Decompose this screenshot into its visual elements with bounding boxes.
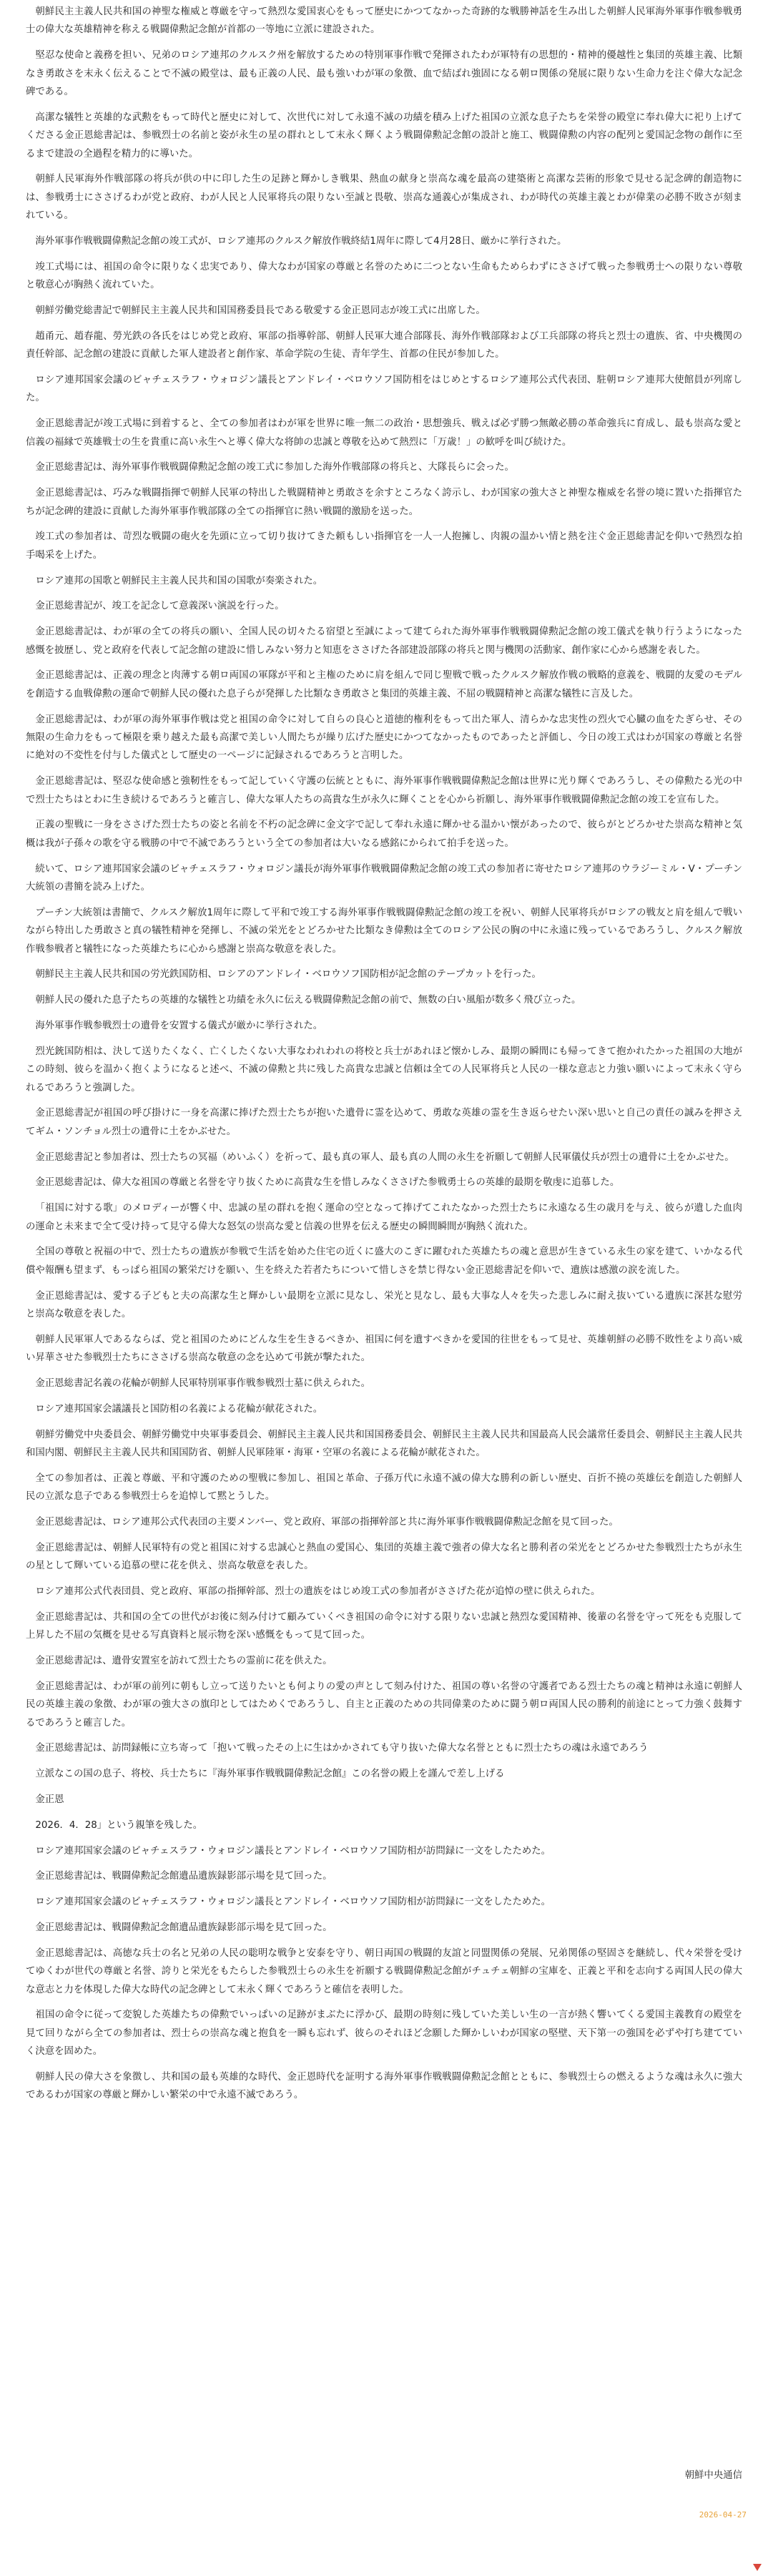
article-paragraph-1: 朝鮮民主主義人民共和国の神聖な権威と尊厳を守って熱烈な愛国衷心をもって歴史にかつてなかった奇跡的な戦勝神話を生み出した朝鮮人民軍海外軍事作戦参戦勇士の偉大な英雄精神を称える戦闘偉勲記念館が首都の一等地に立派に建設された。 (26, 6, 742, 36)
article-paragraph-41: 金正恩総書記は、共和国の全ての世代がお後に刻み付けて顧みていくべき祖国の命令に対する限りない忠誠と熱烈な愛国精神、後輩の名誉を守って死をも克服して上昇した不屈の気概を見せる写真資料と展示物を深い感慨をもって見て回った。 (26, 1611, 742, 1641)
article-paragraph-54: 朝鮮人民の偉大さを象徴し、共和国の最も英雄的な時代、金正恩時代を証明する海外軍事作戦戦闘偉勲記念館とともに、参戦烈士らの燃えるような魂は永久に強大であるわが国家の尊厳と輝かしい繁栄の中で永遠不滅であろう。 (26, 2072, 742, 2101)
article-paragraph-20: 正義の聖戦に一身をささげた烈士たちの姿と名前を不朽の記念碑に金文字で記して奉れ永遠に輝かせる温かい懐があったので、彼らがとどろかせた崇高な精神と気概は我が子孫々の歌を守る戦勝の中で不滅であろうという全ての参加者は大いなる感銘にかられて拍手を送った。 (26, 820, 742, 849)
article-paragraph-11: 金正恩総書記は、海外軍事作戦戦闘偉勲記念館の竣工式に参加した海外作戦部隊の将兵と、大隊長らに会った。 (35, 462, 514, 473)
article-paragraph-38: 金正恩総書記は、ロシア連邦公式代表団の主要メンバー、党と政府、軍部の指揮幹部と共に海外軍事作戦戦闘偉勲記念館を見て回った。 (35, 1517, 619, 1528)
article-paragraph-10: 金正恩総書記が竣工式場に到着すると、全ての参加者はわが軍を世界に唯一無二の政治・思想強兵、戦えば必ず勝つ無敵必勝の革命強兵に育成し、最も崇高な愛と信義の福縁で英雄戦士の生を貴重に高い永生へと導く偉大な将帥の忠誠と尊敬を込めて熱烈に「万歳！」の歓呼を叫び続けた。 (26, 418, 742, 448)
article-paragraph-29: 金正恩総書記は、偉大な祖国の尊厳と名誉を守り抜くために高貴な生を惜しみなくささげた参戦勇士らの英雄的最期を敬虔に追慕した。 (35, 1177, 620, 1189)
article-paragraph-37: 全ての参加者は、正義と尊厳、平和守護のための聖戦に参加し、祖国と革命、子孫万代に永遠不滅の偉大な勝利の新しい歴史、百折不撓の英雄伝を創造した朝鮮人民の立派な息子である参戦烈士らを追悼して黙とうした。 (26, 1473, 742, 1503)
article-paragraph-26: 烈光銃国防相は、決して送りたくなく、亡くしたくない大事なわれわれの将校と兵士があれほど懐かしみ、最期の瞬間にも帰ってきて抱かれたかった祖国の大地がこの時刻、彼らを温かく抱くようになると述べ、不滅の偉勲と共に残した高貴な忠誠と信頼は全ての人民軍将兵と人民の一様な意志と力強い願いによって末永く守られるであろうと強調した。 (26, 1046, 742, 1093)
article-paragraph-28: 金正恩総書記と参加者は、烈士たちの冥福（めいふく）を祈って、最も真の軍人、最も真の人間の永生を祈願して朝鮮人民軍儀仗兵が烈士の遺骨に土をかぶせた。 (35, 1151, 734, 1163)
article-paragraph-7: 朝鮮労働党総書記で朝鮮民主主義人民共和国国務委員長である敬愛する金正恩同志が竣工式に出席した。 (35, 305, 486, 317)
article-paragraph-12: 金正恩総書記は、巧みな戦闘指揮で朝鮮人民軍の特出した戦闘精神と勇敢さを余すところなく誇示し、わが国家の強大さと神聖な権威を名誉の境に置いた指揮官たちが記念碑的建設に貢献した海外軍事作戦部隊の全ての指揮官に熱い戦闘的激励を送った。 (26, 488, 742, 517)
article-paragraph-43: 金正恩総書記は、わが軍の前列に朝もし立って送りたいとも何よりの愛の声として刻み付けた、祖国の尊い名誉の守護者である烈士たちの魂と精神は永遠に朝鮮人民の英雄主義の象徴、わが軍の強大さの旗印としてはためくであろうし、自主と正義のための共同偉業のために闘う朝ロ両国人民の勝利的前途にとって力強く鼓舞するであろうと確言した。 (26, 1681, 742, 1729)
article-paragraph-16: 金正恩総書記は、わが軍の全ての将兵の願い、全国人民の切々たる宿望と至誠によって建てられた海外軍事作戦戦闘偉勲記念館の竣工儀式を執り行うようになった感慨を披歴し、党と政府を代表して記念館の建設に惜しみない努力と知恵をささげた各部建設部隊の将兵と関与機関の活動家、創作家に心から感謝を表した。 (26, 626, 742, 656)
pin-icon[interactable] (752, 2563, 762, 2572)
article-paragraph-19: 金正恩総書記は、堅忍な使命感と強靭性をもって記していく守護の伝統とともに、海外軍事作戦戦闘偉勲記念館は世界に光り輝くであろうし、その偉勲たる光の中で烈士たちはとわに生き続けるであろうと確言し、偉大な軍人たちの高貴な生が永久に輝くことを心から祈願し、海外軍事作戦戦闘偉勲記念館の竣工を宣布した。 (26, 776, 742, 805)
article-paragraph-22: プーチン大統領は書簡で、クルスク解放1周年に際して平和で竣工する海外軍事作戦戦闘偉勲記念館の竣工を祝い、朝鮮人民軍将兵がロシアの戦友と肩を組んで戦いながら特出した勇敢さと真の犠牲精神を発揮し、不滅の栄光をとどろかせた比類なき偉勲は全てのロシア公民の胸の中に永遠に残っているであろうし、クルスク解放作戦参戦者と犠牲になった英雄たちに心から感謝と崇高な敬意を表した。 (26, 907, 742, 955)
article-paragraph-6: 竣工式場には、祖国の命令に限りなく忠実であり、偉大なわが国家の尊厳と名誉のために二つとない生命もためらわずにささげて戦った参戦勇士への限りない尊敬と敬意心が胸熱く流れていた。 (26, 261, 742, 291)
article-paragraph-9: ロシア連邦国家会議のビャチェスラフ・ウォロジン議長とアンドレイ・ベロウソフ国防相をはじめとするロシア連邦公式代表団、駐朝ロシア連邦大使館員が列席した。 (26, 375, 742, 404)
article-paragraph-34: 金正恩総書記名義の花輪が朝鮮人民軍特別軍事作戦参戦烈士墓に供えられた。 (35, 1378, 371, 1390)
article-paragraph-35: ロシア連邦国家会議議長と国防相の名義による花輪が献花された。 (35, 1403, 323, 1415)
article-paragraph-45: 立派なこの国の息子、将校、兵士たちに『海外軍事作戦戦闘偉勲記念館』この名誉の殿上を謹んで差し上げる (35, 1769, 505, 1780)
article-paragraph-15: 金正恩総書記が、竣工を記念して意義深い演説を行った。 (35, 601, 285, 612)
article-paragraph-52: 金正恩総書記は、高徳な兵士の名と兄弟の人民の聡明な戦争と安泰を守り、朝日両国の戦闘的友誼と同盟関係の発展、兄弟関係の堅固さを継続し、代々栄誉を受けてゆくわが世代の尊厳と名誉、誇りと栄光をもたらした参戦烈士らの永生を祈願する戦闘偉勲記念館がチュチェ朝鮮の宝庫を、正義と平和を志向する両国人民の偉大な意志と力を体現した偉大な時代の記念碑として末永く輝くであろうと確信を表明した。 (26, 1947, 742, 1995)
article-paragraph-21: 続いて、ロシア連邦国家会議のビャチェスラフ・ウォロジン議長が海外軍事作戦戦闘偉勲記念館の竣工式の参加者に寄せたロシア連邦のウラジーミル・V・プーチン大統領の書簡を読み上げた。 (26, 863, 742, 893)
article-paragraph-14: ロシア連邦の国歌と朝鮮民主主義人民共和国の国歌が奏楽された。 (35, 575, 323, 586)
article-paragraph-17: 金正恩総書記は、正義の理念と肉薄する朝ロ両国の軍隊が平和と主権のために肩を組んで同じ聖戦で戦ったクルスク解放作戦の戦略的意義を、戦闘的友愛のモデルを創造する血戦偉勲の運命で朝鮮人民の優れた息子らが発揮した比類なき勇敢さと集団的英雄主義、不屈の戦闘精神と高潔な犠牲に言及した。 (26, 670, 742, 699)
article-paragraph-51: 金正恩総書記は、戦闘偉勲記念館遺品遺族録影部示場を見て回った。 (35, 1922, 333, 1934)
article-paragraph-32: 金正恩総書記は、愛する子どもと夫の高潔な生と輝かしい最期を立派に見なし、栄光と見なし、最も大事な人々を失った悲しみに耐え抜いている遺族に深甚な慰労と崇高な敬意を表した。 (26, 1290, 742, 1320)
article-paragraph-3: 高潔な犠牲と英雄的な武勲をもって時代と歴史に対して、次世代に対して永遠不滅の功績を積み上げた祖国の立派な息子たちを栄誉の殿堂に奉れ偉大に祀り上げてくださる金正恩総書記は、参戦烈士の名前と姿が永生の星の群れとして末永く輝くよう戦闘偉勲記念館の設計と施工、戦闘偉勲の内容の配列と愛国記念物の創作に至るまで建設の全過程を精力的に導いた。 (26, 112, 742, 159)
signature-name: ロシア連邦国家会議のビャチェスラフ・ウォロジン議長とアンドレイ・ベロウソフ国防相が訪問録に一文をしたためた。 (35, 1845, 551, 1857)
article-paragraph-39: 金正恩総書記は、朝鮮人民軍特有の党と祖国に対する忠誠心と熱血の愛国心、集団的英雄主義で強者の偉大な名と勝利者の栄光をとどろかせた参戦烈士たちが永生の星として輝いている追慕の壁に花を供え、崇高な敬意を表した。 (26, 1542, 742, 1572)
publish-date: 2026-04-27 (699, 2510, 747, 2520)
article-paragraph-4: 朝鮮人民軍海外作戦部隊の将兵が供の中に印した生の足跡と輝かしき戦果、熱血の献身と崇高な魂を最高の建築術と高潔な芸術的形象で見せる記念碑的創造物には、参戦勇士にささげるわが党と政府、わが人民と人民軍将兵の限りない至誠と畏敬、崇高な通義心が集成され、わが時代の英雄主義とわが偉業の必勝不敗さが刻まれている。 (26, 174, 742, 222)
article-paragraph-5: 海外軍事作戦戦闘偉勲記念館の竣工式が、ロシア連邦のクルスク解放作戦終結1周年に際して4月28日、厳かに挙行された。 (35, 236, 567, 247)
article-paragraph-13: 竣工式の参加者は、苛烈な戦闘の砲火を先頭に立って切り抜けてきた頼もしい指揮官を一人一人抱擁し、肉親の温かい情と熱を注ぐ金正恩総書記を仰いで熱烈な拍手喝采を上げた。 (26, 531, 742, 561)
article-paragraph-47: 2026．4．28」という親筆を残した。 (35, 1819, 203, 1831)
article-paragraph-46: 金正恩 (35, 1794, 64, 1806)
article-paragraph-40: ロシア連邦公式代表団員、党と政府、軍部の指揮幹部、烈士の遺族をはじめ竣工式の参加者がささげた花が追悼の壁に供えられた。 (35, 1586, 601, 1598)
article-paragraph-36: 朝鮮労働党中央委員会、朝鮮労働党中央軍事委員会、朝鮮民主主義人民共和国国務委員会、朝鮮民主主義人民共和国最高人民会議常任委員会、朝鮮民主主義人民共和国内閣、朝鮮民主主義人民共和国国防省、朝鮮人民軍陸軍・海軍・空軍の名義による花輪が献花された。 (26, 1429, 742, 1459)
article-paragraph-18: 金正恩総書記は、わが軍の海外軍事作戦は党と祖国の命令に対して自らの良心と道徳的権利をもって出た軍人、清らかな忠実性の烈火で心臓の血をたぎらせ、その無限の生命力をもって極限を乗り越えた最も高潔で美しい人間たちが繰り広げた歴史にかつてなかったものであったと評価し、今日の竣工式はわが国家の尊厳と名誉に絶対の不変性を付与した儀式として歴史の一ページに記録されるであろうと言明した。 (26, 714, 742, 762)
article-paragraph-2: 堅忍な使命と義務を担い、兄弟のロシア連邦のクルスク州を解放するための特別軍事作戦で発揮されたわが軍特有の思想的・精神的優越性と集団的英雄主義、比類なき勇敢さを末永く伝えることで不滅の殿堂は、最も正義の人民、最も強いわが軍の象徴、血で結ばれ強固になる朝ロ関係の発展に限りない生命力を注ぐ偉大な記念碑である。 (26, 50, 742, 98)
article-paragraph-42: 金正恩総書記は、遺骨安置室を訪れて烈士たちの霊前に花を供えた。 (35, 1656, 333, 1667)
article-paragraph-30: 「祖国に対する歌」のメロディーが響く中、忠誠の星の群れを抱く運命の空となって捧げてこれたなかった烈士たちに永遠なる生の歳月を与え、彼らが遺した血肉の運命と未来まで全て受け持って見守る偉大な怒気の崇高な愛と信義の世界を伝える歴史の瞬間瞬間が胸熱く流れた。 (26, 1203, 742, 1232)
article-paragraph-50: ロシア連邦国家会議のビャチェスラフ・ウォロジン議長とアンドレイ・ベロウソフ国防相が訪問録に一文をしたためた。 (35, 1897, 551, 1908)
signature-date: 金正恩総書記は、戦闘偉勲記念館遺品遺族録影部示場を見て回った。 (35, 1871, 333, 1882)
article-paragraph-27: 金正恩総書記が祖国の呼び掛けに一身を高潔に捧げた烈士たちが抱いた遺骨に霊を込めて、勇敢な英雄の霊を生き返らせたい深い思いと自己の責任の誠みを押さえてギム・ソンチョル烈士の遺骨に土をかぶせた。 (26, 1108, 742, 1137)
article-paragraph-44: 金正恩総書記は、訪問録帳に立ち寄って「抱いて戦ったその上に生はかかされても守り抜いた偉大な名誉とともに烈士たちの魂は永遠であろう (35, 1743, 649, 1754)
article-paragraph-31: 全国の尊敬と祝福の中で、烈士たちの遺族が参戦で生活を始めた住宅の近くに盛大のこぎに躍むれた英雄たちの魂と意思が生きている永生の家を建て、いかなる代償や報酬も望まず、もっぱら祖国の繁栄だけを願い、生を終えた若者たちについて惜しさを禁じ得ない金正恩総書記を仰いで、遺族は感激の涙を流した。 (26, 1247, 742, 1276)
news-source: 朝鮮中央通信 (684, 2470, 742, 2481)
article-paragraph-25: 海外軍事作戦参戦烈士の遺骨を安置する儀式が厳かに挙行された。 (35, 1021, 323, 1032)
article-paragraph-33: 朝鮮人民軍軍人であるならば、党と祖国のためにどんな生を生きるべきか、祖国に何を遺すべきかを愛国的往世をもって見せ、英雄朝鮮の必勝不敗性をより高い威い昇華させた参戦烈士たちにささげる崇高な敬意の念を込めて弔銃が撃たれた。 (26, 1334, 742, 1364)
article-paragraph-53: 祖国の命令に従って変貌した英雄たちの偉勲でいっぱいの足跡がまぶたに浮かび、最期の時刻に残していた美しい生の一言が熱く響いてくる愛国主義教育の殿堂を見て回りながら全ての参加者は、烈士らの崇高な魂と抱負を一瞬も忘れず、彼らのそれほど念願した輝かしいわが国家の堅壁、天下第一の強国を必ずや打ち建てていく決意を固めた。 (26, 2010, 742, 2058)
article-paragraph-23: 朝鮮民主主義人民共和国の労光鉄国防相、ロシアのアンドレイ・ベロウソフ国防相が記念館のテープカットを行った。 (35, 969, 541, 980)
article-paragraph-8: 趙甬元、趙春龍、勞光鉄の各氏をはじめ党と政府、軍部の指導幹部、朝鮮人民軍大連合部隊長、海外作戦部隊および工兵部隊の将兵と烈士の遺族、省、中央機関の責任幹部、記念館の建設に貢献した軍人建設者と創作家、革命学院の生徒、青年学生、首都の住民が参加した。 (26, 330, 742, 360)
article-paragraph-24: 朝鮮人民の優れた息子たちの英雄的な犠牲と功績を永久に伝える戦闘偉勲記念館の前で、無数の白い風船が数多く飛び立った。 (35, 995, 581, 1006)
